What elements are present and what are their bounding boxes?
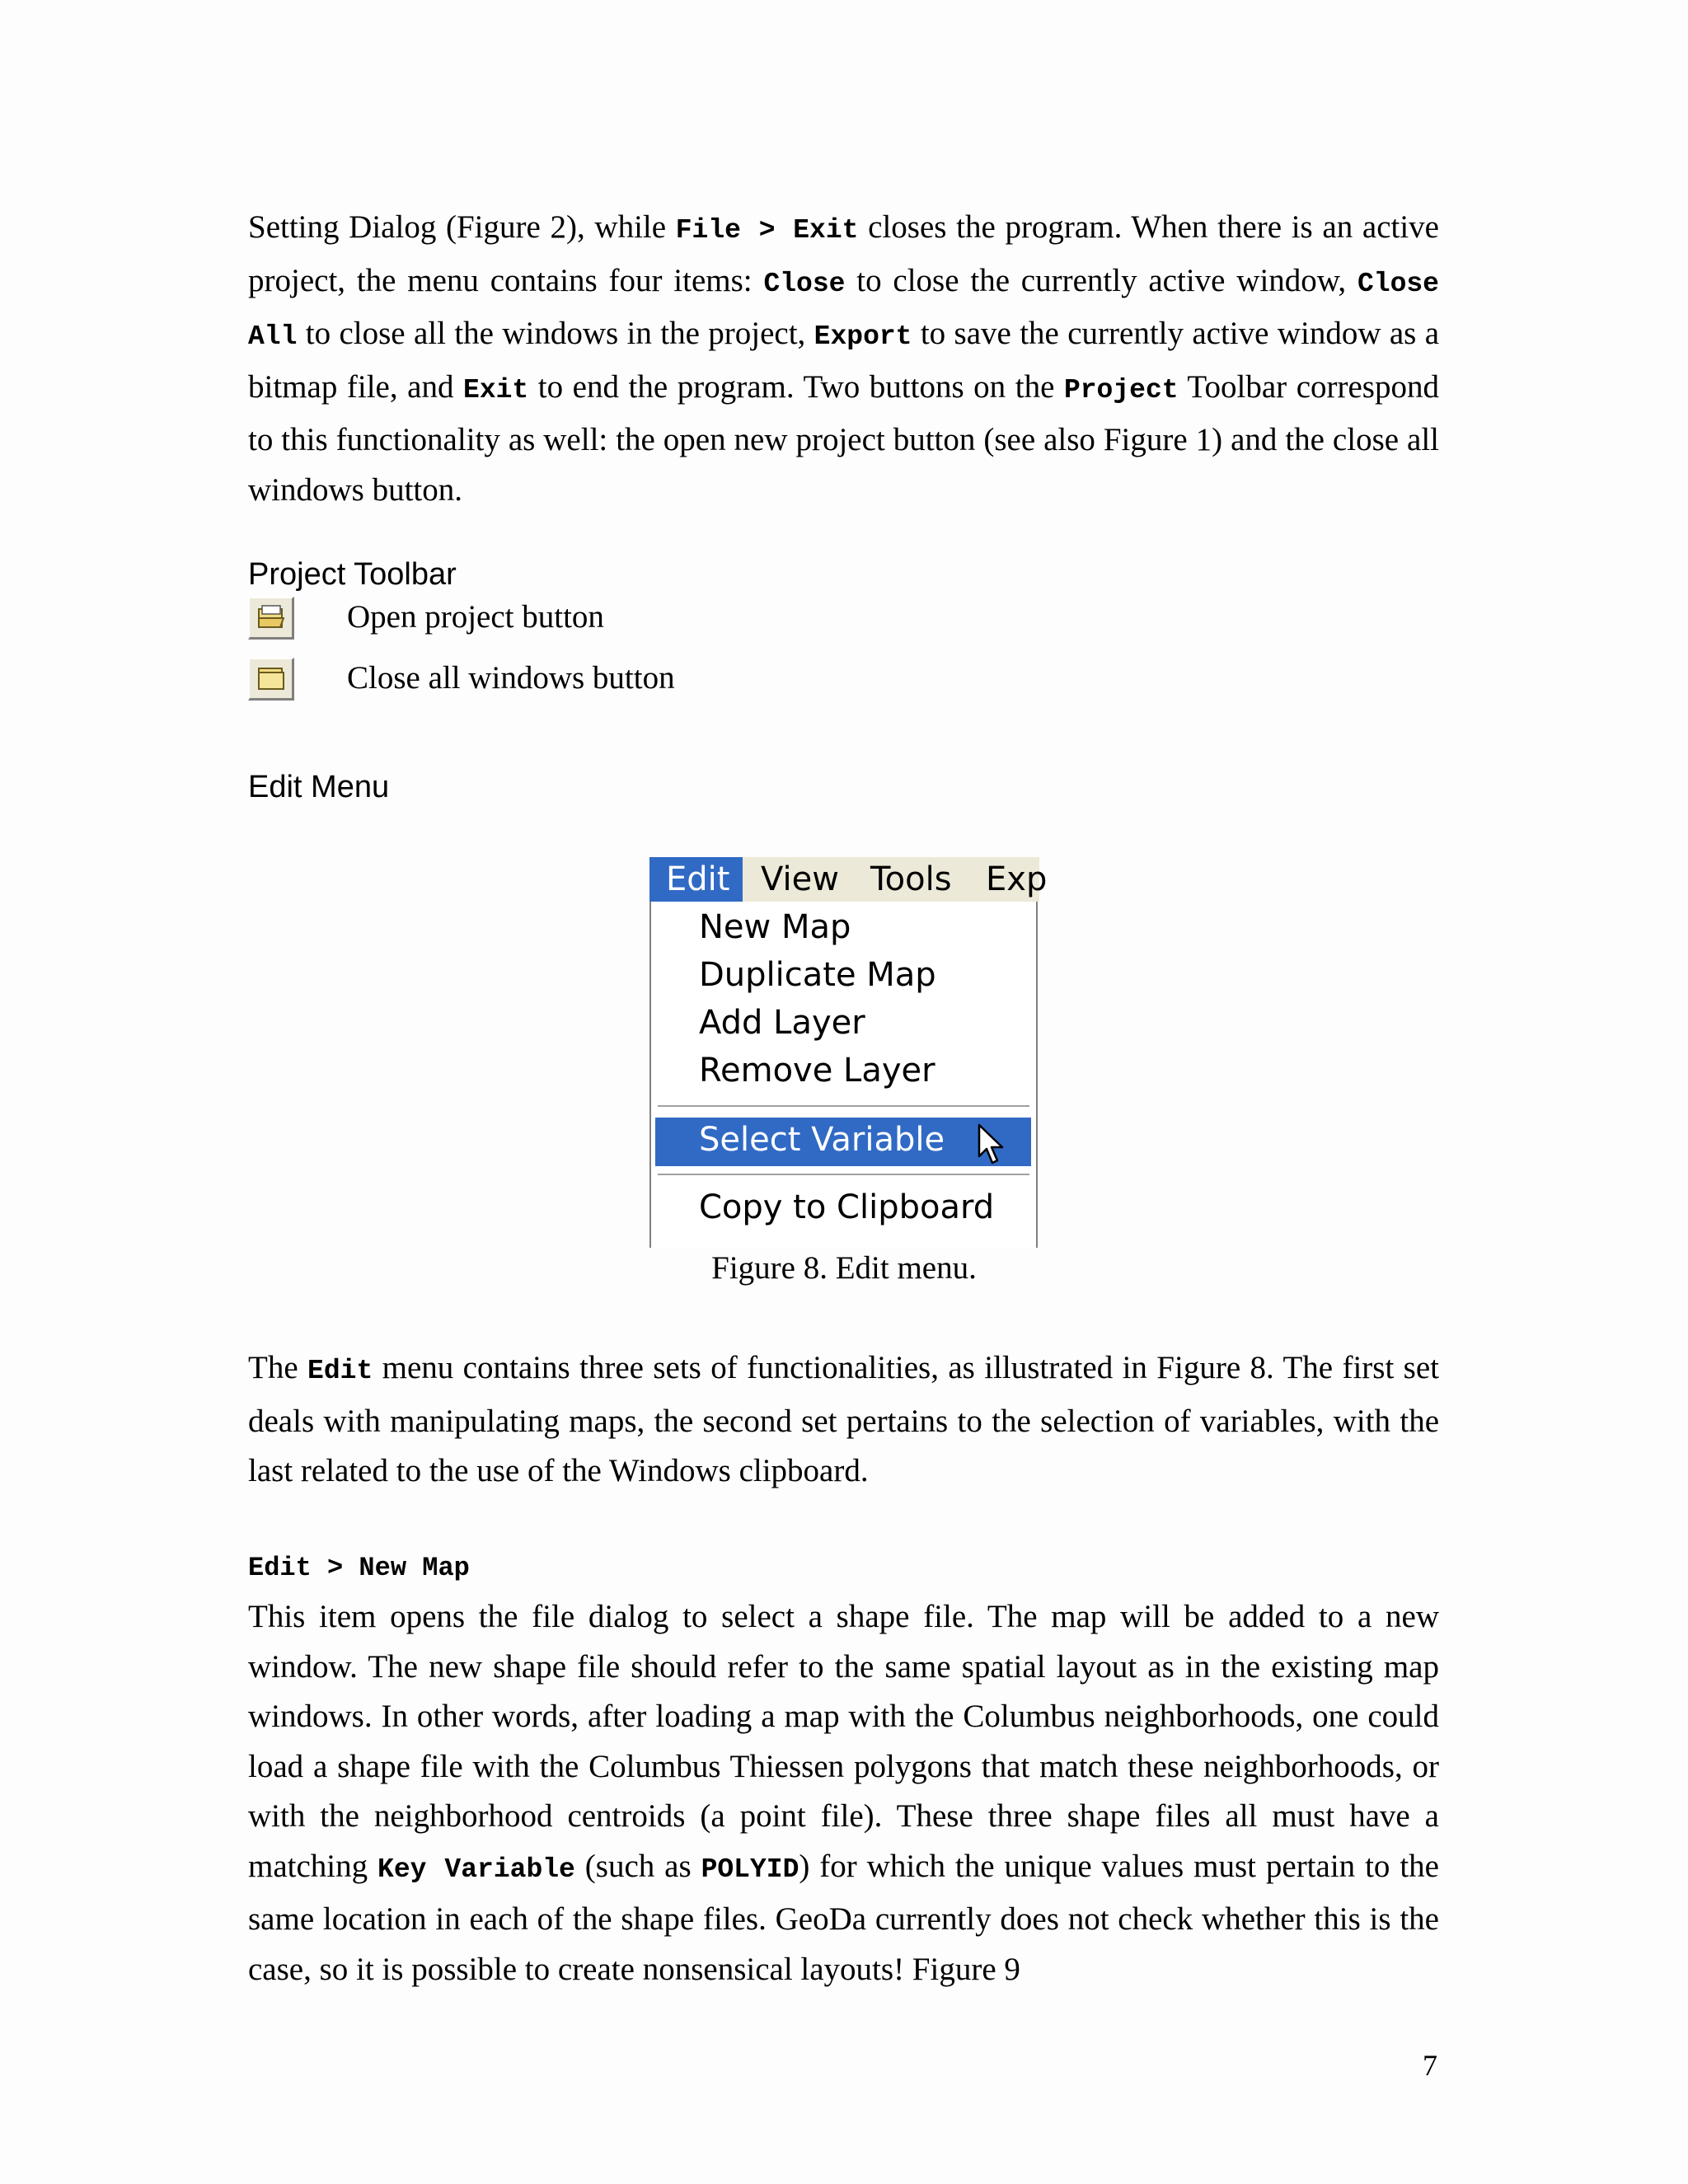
project-toolbar-heading: Project Toolbar [248, 557, 457, 592]
menu-item-add-layer[interactable]: Add Layer [699, 1004, 865, 1042]
open-project-icon[interactable] [248, 597, 294, 640]
new-map-heading: Edit > New Map [248, 1553, 470, 1583]
menu-edit[interactable]: Edit [649, 857, 743, 902]
page-number: 7 [1423, 2049, 1437, 2082]
close-all-windows-icon[interactable] [248, 658, 294, 701]
text-run: to save the currently active window as a bitmap file, and [248, 316, 1440, 405]
text-run: to close all the windows in the project, [297, 316, 814, 351]
new-map-paragraph [248, 1592, 1439, 1994]
figure-caption: Figure 8. Edit menu. [711, 1250, 977, 1286]
menu-item-remove-layer[interactable]: Remove Layer [699, 1052, 935, 1090]
edit-menu-heading: Edit Menu [248, 770, 390, 804]
code-file-exit: File > Exit [675, 215, 859, 246]
code-close: Close [763, 268, 846, 299]
edit-menu-figure [649, 857, 1048, 1238]
text-run: menu contains three sets of functionalities, as illustrated in Figure 8. The first set deals with manipulating maps, the second set pertains to the selection of variables, with the last related to the use of the Windows clipboard. [248, 1350, 1439, 1488]
text-run: ) for which the unique values must pertain to the same location in each of the shape files. GeoDa currently does not check whether this is the case, so it is possible to create nonsensical layouts! Figure 9 [248, 1848, 1439, 1987]
code-edit: Edit [307, 1356, 373, 1386]
menu-item-duplicate-map[interactable]: Duplicate Map [699, 956, 936, 994]
open-project-label: Open project button [347, 599, 604, 635]
text-run: (such as [574, 1848, 701, 1884]
menu-item-new-map[interactable]: New Map [699, 908, 851, 946]
code-project: Project [1063, 374, 1179, 405]
code-key-variable: Key Variable [377, 1854, 575, 1885]
text-run: to end the program. Two buttons on the [528, 368, 1064, 405]
menu-tools[interactable]: Tools [870, 860, 952, 898]
text-run: closes the program. When there is an active project, the menu contains four items: [248, 209, 1439, 298]
text-run: to close the currently active window, [845, 262, 1357, 298]
edit-dropdown [649, 902, 1038, 1248]
text-run: Toolbar correspond to this functionality as well: the open new project button (see also Figure 1) and the close all windows button. [248, 368, 1439, 508]
menu-separator [658, 1105, 1029, 1108]
text-run: The [248, 1350, 308, 1385]
code-export: Export [814, 321, 912, 352]
intro-paragraph [248, 203, 1439, 515]
menu-item-copy-to-clipboard[interactable]: Copy to Clipboard [699, 1188, 995, 1226]
code-close-all: Close All [248, 268, 1439, 352]
close-all-label: Close all windows button [347, 660, 675, 696]
menu-view[interactable]: View [761, 860, 839, 898]
code-polyid: POLYID [701, 1854, 799, 1885]
mouse-cursor-icon [978, 1123, 1006, 1171]
menu-item-select-variable[interactable]: Select Variable [699, 1121, 945, 1159]
code-exit: Exit [463, 374, 529, 405]
text-run: Setting Dialog (Figure 2), while [248, 209, 676, 245]
menu-separator [658, 1174, 1029, 1177]
menubar [649, 857, 1048, 902]
text-run: This item opens the file dialog to select a shape file. The map will be added to a new window. The new shape file should refer to the same spatial layout as in the existing map windows. In other words, after loading a map with the Columbus neighborhoods, one could load a shape file with the Columbus Thiessen polygons that match these neighborhoods, or with the neighborhood centroids (a point file). These three shape files all must have a matching [248, 1599, 1439, 1884]
edit-menu-paragraph [248, 1343, 1439, 1497]
menu-explore[interactable]: Exp [986, 860, 1048, 898]
